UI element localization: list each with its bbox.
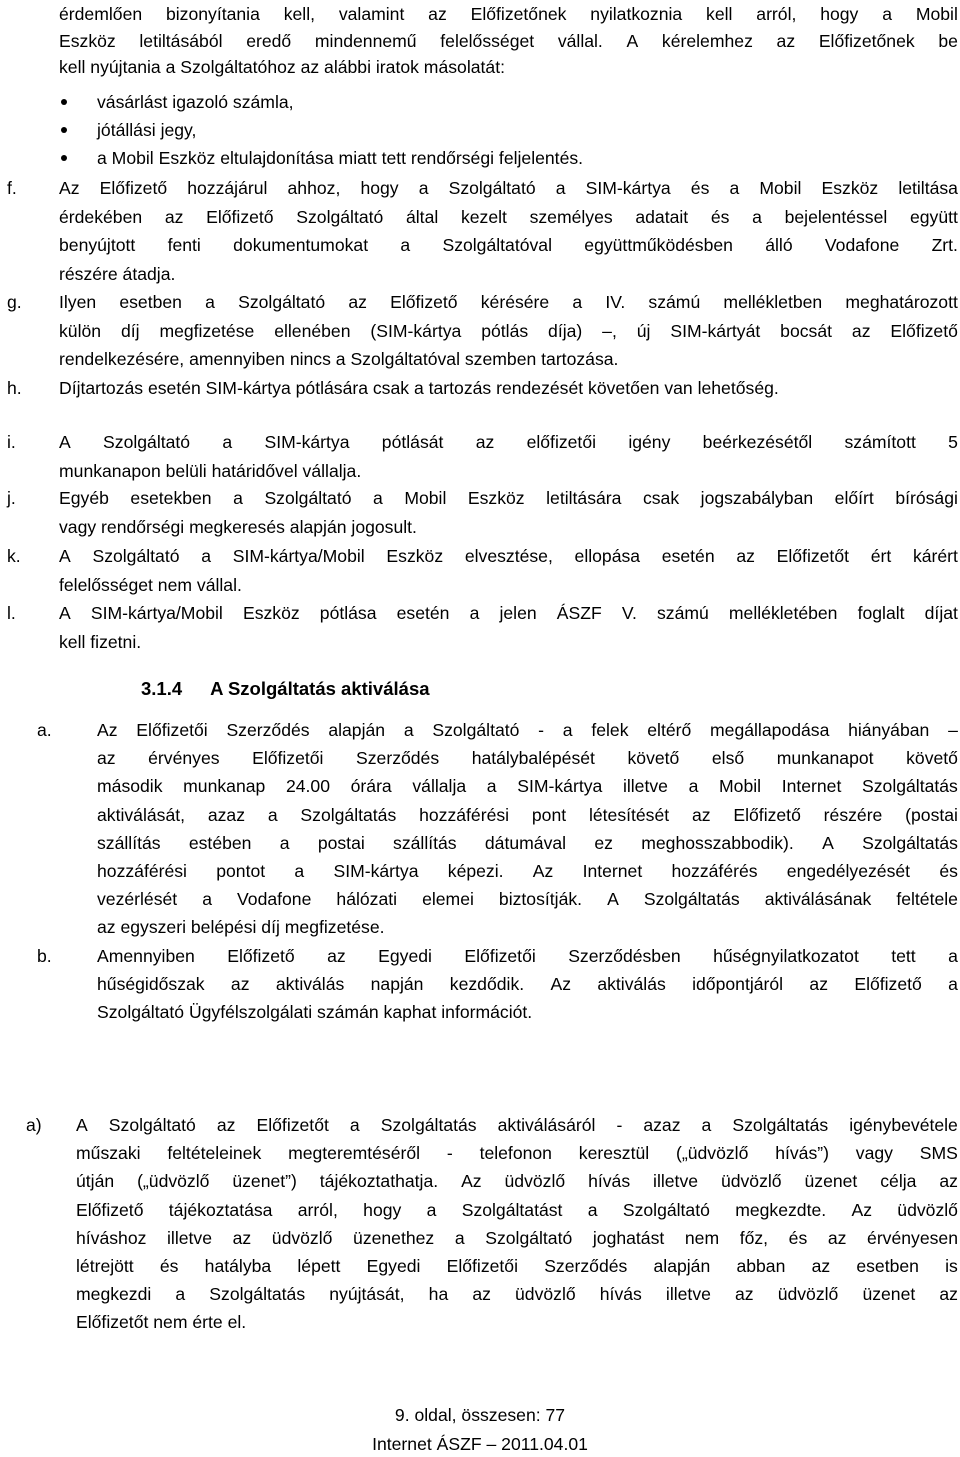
section-number: 3.1.4 (141, 678, 183, 699)
item-line: rendelkezésére, amennyiben nincs a Szolgáltatóval szemben tartozása. (59, 349, 619, 370)
item-line: vagy rendőrségi megkeresés alapján jogosult. (59, 516, 417, 537)
section-item-line: műszaki feltételeinek megteremtéséről - telefonon keresztül („üdvözlő hívás”) vagy SMS (76, 1143, 958, 1164)
bullet-dot-icon (61, 127, 67, 133)
bullet-item: vásárlást igazoló számla, (97, 92, 294, 112)
section-item-line: híváshoz illetve az üdvözlő üzenethez a Szolgáltató joghatást nem főz, és az érvényesen (76, 1227, 958, 1248)
section-item-line: megkezdi a Szolgáltatás nyújtását, ha az üdvözlő hívás illetve az üdvözlő üzenet az (76, 1284, 958, 1305)
section-item-line: Amennyiben Előfizető az Egyedi Előfizetői Szerződésben hűségnyilatkozatot tett a (97, 946, 958, 966)
section-item-line: Szolgáltató Ügyfélszolgálati számán kaphat információt. (97, 1002, 533, 1023)
item-line: Ilyen esetben a Szolgáltató az Előfizető kérésére a IV. számú mellékletben meghatározott (59, 292, 958, 312)
item-label: f. (7, 178, 17, 198)
item-line: A Szolgáltató a SIM-kártya/Mobil Eszköz elvesztése, ellopása esetén az Előfizetőt ért kárért (59, 546, 958, 566)
bullet-dot-icon (61, 99, 67, 105)
item-line: felelősséget nem vállal. (59, 574, 242, 595)
section-item-line: útján („üdvözlő üzenet”) tájékoztathatja. Az üdvözlő hívás illetve üdvözlő üzenet célja az (76, 1171, 958, 1192)
item-label: k. (7, 546, 21, 566)
section-item-line: Előfizetőt nem érte el. (76, 1312, 247, 1333)
item-label: g. (7, 292, 22, 312)
bullet-item: a Mobil Eszköz eltulajdonítása miatt tett rendőrségi feljelentés. (97, 148, 584, 168)
item-label: h. (7, 378, 22, 398)
section-title: A Szolgáltatás aktiválása (210, 678, 430, 699)
page-number: 9. oldal, összesen: 77 (394, 1405, 566, 1425)
section-item-line: vezérlését a Vodafone hálózati elemei biztosítják. A Szolgáltatás aktiválásának feltétele (97, 889, 958, 910)
item-line: részére átadja. (59, 263, 176, 284)
intro-line: Eszköz letiltásából eredő mindennemű felelősséget vállal. A kérelemhez az Előfizetőnek be (59, 31, 958, 51)
section-item-line: szállítás estében a postai szállítás dátumával ez meghosszabbodik). A Szolgáltatás (97, 832, 958, 853)
bullet-item: jótállási jegy, (97, 120, 197, 140)
intro-line: érdemlően bizonyítania kell, valamint az Előfizetőnek nyilatkoznia kell arról, hogy a Mobil (59, 4, 958, 24)
section-item-line: Az Előfizetői Szerződés alapján a Szolgáltató - a felek eltérő megállapodása hiányában – (97, 720, 958, 740)
section-item-line: létrejött és hatályba lépett Egyedi Előfizetői Szerződés alapján abban az esetben is (76, 1256, 958, 1276)
section-item-line: az egyszeri belépési díj megfizetése. (97, 917, 385, 938)
intro-line: kell nyújtania a Szolgáltatóhoz az alábbi iratok másolatát: (59, 57, 505, 77)
section-item-line: Előfizető tájékoztatása arról, hogy a Szolgáltatást a Szolgáltató megkezdte. Az üdvözlő (76, 1199, 958, 1220)
section-item-label: a. (37, 720, 52, 740)
section-item-label: a) (26, 1115, 42, 1135)
section-item-line: hűségidőszak az aktiválás napján kezdődik. Az aktiválás időpontjáról az Előfizető a (97, 974, 958, 995)
item-label: j. (7, 488, 16, 508)
section-item-label: b. (37, 946, 52, 966)
section-item-line: az érvényes Előfizetői Szerződés hatálybalépését követő első munkanapot követő (97, 748, 958, 769)
item-line: Egyéb esetekben a Szolgáltató a Mobil Eszköz letiltására csak jogszabályban előírt bírósági (59, 488, 958, 508)
bullet-dot-icon (61, 155, 67, 161)
item-line: benyújtott fenti dokumentumokat a Szolgáltatóval együttműködésben álló Vodafone Zrt. (59, 235, 958, 256)
item-line: külön díj megfizetése ellenében (SIM-kártya pótlás díja) –, új SIM-kártyát bocsát az Előfizető (59, 320, 958, 341)
section-item-line: aktiválását, azaz a Szolgáltatás hozzáférési pont létesítését az Előfizető részére (postai (97, 804, 958, 825)
document-id: Internet ÁSZF – 2011.04.01 (372, 1434, 588, 1454)
item-label: i. (7, 432, 16, 452)
section-item-line: hozzáférési pontot a SIM-kártya képezi. Az Internet hozzáférés engedélyezését és (97, 861, 958, 881)
item-line: Az Előfizető hozzájárul ahhoz, hogy a Szolgáltató a SIM-kártya és a Mobil Eszköz letiltása (59, 178, 958, 198)
item-line: kell fizetni. (59, 631, 142, 652)
section-item-line: A Szolgáltató az Előfizetőt a Szolgáltatás aktiválásáról - azaz a Szolgáltatás igénybevétele (76, 1115, 958, 1135)
item-line: A Szolgáltató a SIM-kártya pótlását az előfizetői igény beérkezésétől számított 5 (59, 432, 958, 452)
section-heading (141, 679, 430, 699)
item-line: Díjtartozás esetén SIM-kártya pótlására csak a tartozás rendezését követően van lehetőség. (59, 378, 779, 398)
item-label: l. (7, 603, 16, 623)
item-line: A SIM-kártya/Mobil Eszköz pótlása esetén a jelen ÁSZF V. számú mellékletében foglalt díjat (59, 603, 958, 623)
section-item-line: második munkanap 24.00 órára vállalja a SIM-kártya illetve a Mobil Internet Szolgáltatás (97, 776, 958, 797)
item-line: érdekében az Előfizető Szolgáltató által kezelt személyes adatait és a bejelentéssel együtt (59, 206, 958, 227)
item-line: munkanapon belüli határidővel vállalja. (59, 460, 362, 481)
